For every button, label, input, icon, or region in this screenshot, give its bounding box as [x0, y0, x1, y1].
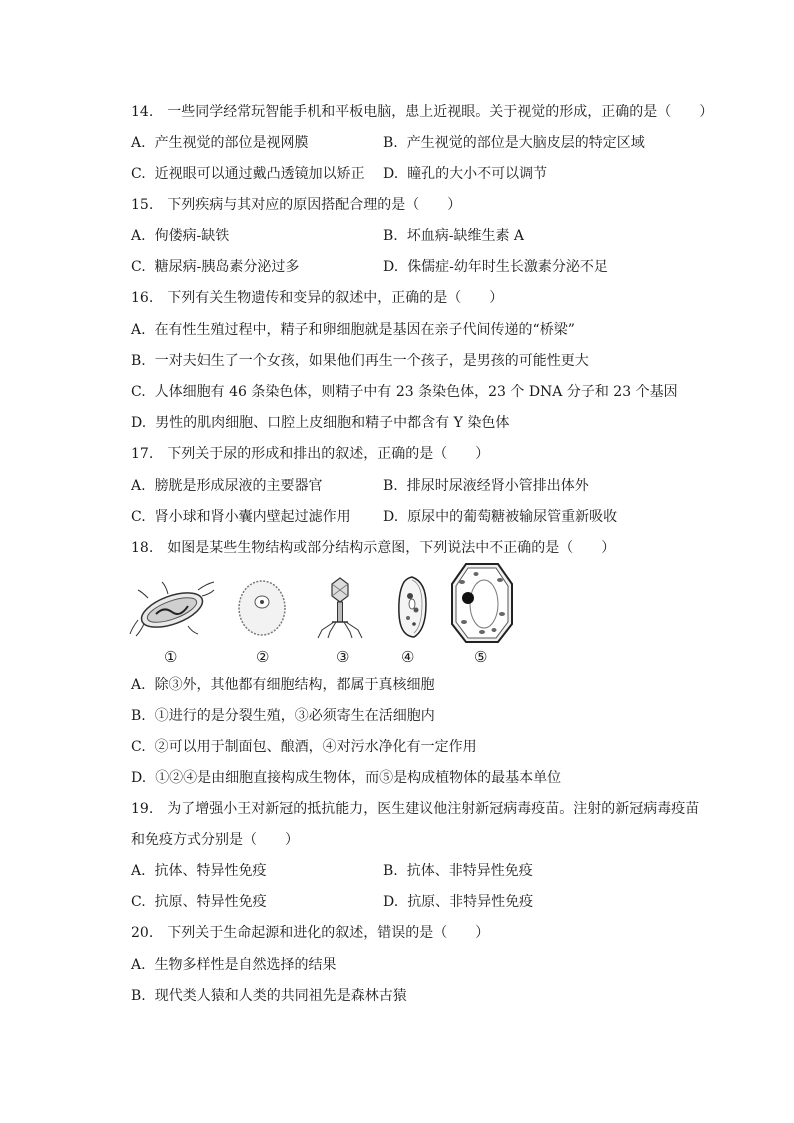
q19-option-a: A. 抗体、特异性免疫 — [131, 863, 267, 879]
paramecium-figure — [392, 574, 432, 640]
q18-option-a: A. 除③外，其他都有细胞结构，都属于真核细胞 — [131, 677, 435, 693]
q14-option-a: A. 产生视觉的部位是视网膜 — [131, 135, 309, 151]
q19-option-b: B. 抗体、非特异性免疫 — [383, 863, 533, 879]
question-18-stem: 18. 如图是某些生物结构或部分结构示意图，下列说法中不正确的是（ ） — [131, 540, 616, 556]
q17-option-b: B. 排尿时尿液经肾小管排出体外 — [383, 478, 589, 494]
question-19-stem-cont: 和免疫方式分别是（ ） — [131, 832, 299, 848]
q15-option-a: A. 佝偻病-缺铁 — [131, 228, 230, 244]
question-16-stem: 16. 下列有关生物遗传和变异的叙述中，正确的是（ ） — [131, 290, 504, 306]
q16-option-a: A. 在有性生殖过程中，精子和卵细胞就是基因在亲子代间传递的“桥梁” — [131, 322, 575, 338]
yeast-figure — [236, 578, 288, 638]
q16-option-c: C. 人体细胞有 46 条染色体，则精子中有 23 条染色体，23 个 DNA 分子和 23 个基因 — [131, 384, 678, 400]
q15-option-b: B. 坏血病-缺维生素 A — [383, 228, 525, 244]
figure-label-3: ③ — [336, 648, 350, 666]
q20-option-a: A. 生物多样性是自然选择的结果 — [131, 957, 337, 973]
q14-option-b: B. 产生视觉的部位是大脑皮层的特定区域 — [383, 135, 645, 151]
q18-option-d: D. ①②④是由细胞直接构成生物体，而⑤是构成植物体的最基本单位 — [131, 770, 562, 786]
q16-option-b: B. 一对夫妇生了一个女孩，如果他们再生一个孩子，是男孩的可能性更大 — [131, 353, 589, 369]
q14-option-d: D. 瞳孔的大小不可以调节 — [383, 166, 548, 182]
virus-figure — [314, 574, 366, 640]
q19-option-c: C. 抗原、特异性免疫 — [131, 894, 267, 910]
bacterium-figure — [128, 578, 216, 638]
q16-option-d: D. 男性的肌肉细胞、口腔上皮细胞和精子中都含有 Y 染色体 — [131, 415, 510, 431]
figure-label-4: ④ — [401, 648, 415, 666]
question-17-stem: 17. 下列关于尿的形成和排出的叙述，正确的是（ ） — [131, 446, 490, 462]
figure-label-5: ⑤ — [474, 648, 488, 666]
q15-option-d: D. 侏儒症-幼年时生长激素分泌不足 — [383, 259, 608, 275]
figure-label-1: ① — [164, 648, 178, 666]
q18-option-c: C. ②可以用于制面包、酿酒，④对污水净化有一定作用 — [131, 739, 477, 755]
q15-option-c: C. 糖尿病-胰岛素分泌过多 — [131, 259, 300, 275]
q14-option-c: C. 近视眼可以通过戴凸透镜加以矫正 — [131, 166, 365, 182]
q18-option-b: B. ①进行的是分裂生殖，③必须寄生在活细胞内 — [131, 708, 435, 724]
q20-option-b: B. 现代类人猿和人类的共同祖先是森林古猿 — [131, 988, 407, 1004]
question-20-stem: 20. 下列关于生命起源和进化的叙述，错误的是（ ） — [131, 925, 490, 941]
q17-option-d: D. 原尿中的葡萄糖被输尿管重新吸收 — [383, 509, 618, 525]
plant-cell-figure — [450, 562, 514, 644]
q19-option-d: D. 抗原、非特异性免疫 — [383, 894, 534, 910]
q17-option-a: A. 膀胱是形成尿液的主要器官 — [131, 478, 323, 494]
question-19-stem: 19. 为了增强小王对新冠的抵抗能力，医生建议他注射新冠病毒疫苗。注射的新冠病毒疫苗 — [131, 801, 700, 817]
question-15-stem: 15. 下列疾病与其对应的原因搭配合理的是（ ） — [131, 197, 462, 213]
figure-label-2: ② — [256, 648, 270, 666]
q17-option-c: C. 肾小球和肾小囊内壁起过滤作用 — [131, 509, 351, 525]
question-14-stem: 14. 一些同学经常玩智能手机和平板电脑，患上近视眼。关于视觉的形成，正确的是（ ） — [131, 104, 714, 120]
